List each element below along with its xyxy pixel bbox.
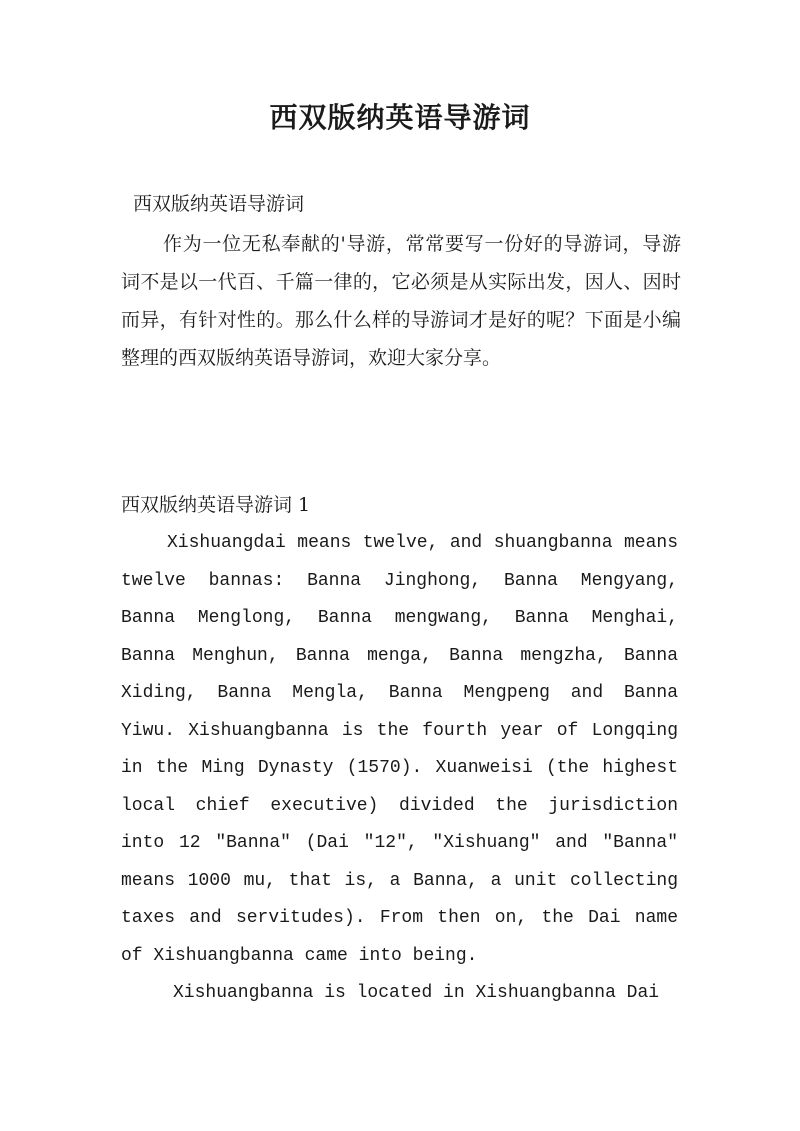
body-paragraph: Xishuangdai means twelve, and shuangbanna means twelve bannas: Banna Jinghong, Banna Mengyang, Banna Menglong, Banna mengwang, Banna Menghai, Banna Menghun, Banna menga, Banna mengzha, Banna Xiding, Banna Mengla, Banna Mengpeng and Banna Yiwu. Xishuangbanna is the fourth year of Longqing in the Ming Dynasty (1570). Xuanweisi (the highest local chief executive) divided the jurisdiction into 12 "Banna" (Dai "12", "Xishuang" and "Banna" means 1000 mu, that is, a Banna, a unit collecting taxes and servitudes). From then on, the Dai name of Xishuangbanna came into being. bbox=[121, 533, 678, 966]
body-paragraph: Xishuangbanna is located in Xishuangbanna Dai bbox=[173, 983, 660, 1003]
document-title: 西双版纳英语导游词 bbox=[269, 101, 531, 134]
intro-paragraph: 作为一位无私奉献的'导游，常常要写一份好的导游词，导游词不是以一代百、千篇一律的，它必须是从实际出发，因人、因时而异，有针对性的。那么什么样的导游词才是好的呢？下面是小编整理的西双版纳英语导游词，欢迎大家分享。 bbox=[121, 233, 681, 369]
section-heading: 西双版纳英语导游词 1 bbox=[121, 494, 311, 516]
document-subtitle: 西双版纳英语导游词 bbox=[133, 193, 305, 215]
